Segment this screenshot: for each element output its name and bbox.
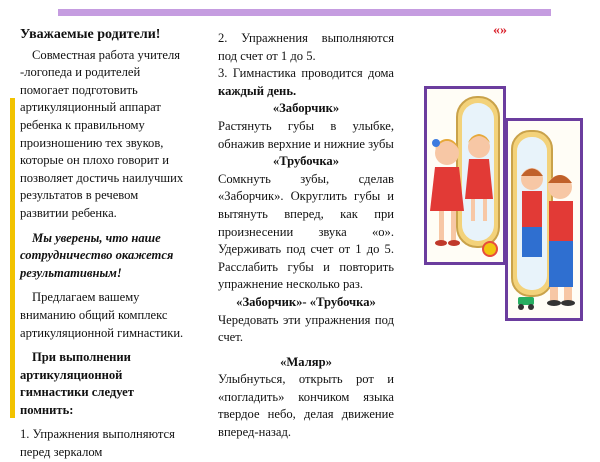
cooperation-note: Мы уверены, что наше сотрудничество окажется результативным! bbox=[20, 230, 174, 280]
exercise-text-fence: Растянуть губы в улыбке, обнажив верхние и нижние зубы bbox=[218, 118, 394, 151]
exercise-text-fence-tube: Чередовать эти упражнения под счет. bbox=[218, 312, 394, 345]
quote-mark: «» bbox=[493, 23, 507, 38]
rule-3-emphasis: каждый день. bbox=[218, 83, 297, 98]
middle-column bbox=[218, 30, 394, 442]
rule-1: 1. Упражнения выполняются перед зеркалом bbox=[20, 427, 175, 460]
intro-paragraph: Совместная работа учителя -логопеда и родителей помогает подготовить артикуляционный аппарат ребенка к правильному произношению тех звуков, которые он плохо говорит и позволяет достичь наилучших результатов в речевом развитии ребенка. bbox=[20, 47, 184, 220]
exercise-title-fence-tube: «Заборчик»- «Трубочка» bbox=[236, 294, 376, 309]
left-column bbox=[20, 26, 188, 462]
accent-bar bbox=[58, 9, 551, 16]
rule-3: 3. Гимнастика проводится дома каждый день. bbox=[218, 66, 394, 98]
rule-2: 2. Упражнения выполняются под счет от 1 до 5. bbox=[218, 31, 394, 63]
girl-mirror-illustration bbox=[424, 86, 506, 265]
greeting-title: Уважаемые родители! bbox=[20, 27, 161, 42]
exercise-title-tube: «Трубочка» bbox=[272, 154, 340, 169]
complex-offer: Предлагаем вашему вниманию общий комплекс артикуляционной гимнастики. bbox=[20, 290, 184, 340]
boy-mirror-illustration bbox=[505, 118, 583, 321]
boy-mirror-icon bbox=[508, 121, 580, 318]
exercise-text-painter: Улыбнуться, открыть рот и «погладить» кончиком языка твердое небо, делая движение вперед-назад. bbox=[218, 372, 394, 440]
exercise-title-fence: «Заборчик» bbox=[272, 101, 340, 116]
remember-heading: При выполнении артикуляционной гимнастики следует помнить: bbox=[20, 350, 134, 417]
girl-mirror-icon bbox=[427, 89, 503, 262]
exercise-title-painter: «Маляр» bbox=[280, 354, 332, 369]
exercise-text-tube: Сомкнуть зубы, сделав «Заборчик». Округлить губы и вытянуть вперед, как при произнесении звука «о». Удерживать под счет от 1 до 5. Расслабить губы и повторить упражнение несколько раз. bbox=[218, 171, 394, 292]
side-accent-bar bbox=[10, 98, 15, 418]
